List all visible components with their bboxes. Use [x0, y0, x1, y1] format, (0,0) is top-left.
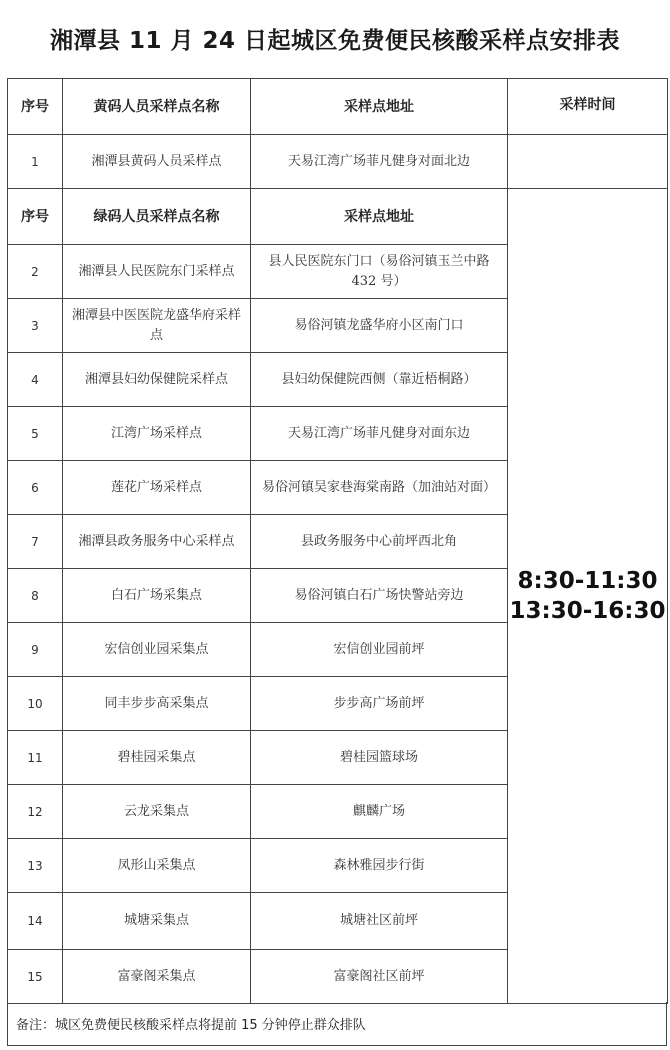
- row-site-name: 碧桂园采集点: [63, 731, 251, 785]
- row-site-name: 白石广场采集点: [63, 569, 251, 623]
- row-address: 县人民医院东门口（易俗河镇玉兰中路 432 号）: [251, 245, 508, 299]
- row-no: 5: [8, 407, 63, 461]
- row-no: 1: [8, 135, 63, 189]
- row-no: 10: [8, 677, 63, 731]
- row-no: 4: [8, 353, 63, 407]
- row-no: 9: [8, 623, 63, 677]
- sampling-time-cell: [508, 189, 668, 1004]
- row-no: 15: [8, 950, 63, 1004]
- row-site-name: 湘潭县人民医院东门采样点: [63, 245, 251, 299]
- header-green-site-name: 绿码人员采样点名称: [63, 189, 251, 245]
- page-title: 湘潭县 11 月 24 日起城区免费便民核酸采样点安排表: [49, 28, 621, 54]
- header-sampling-time: 采样时间: [508, 79, 668, 135]
- row-site-name: 云龙采集点: [63, 785, 251, 839]
- row-address: 城塘社区前坪: [251, 893, 508, 950]
- row-no: 3: [8, 299, 63, 353]
- row-site-name: 湘潭县政务服务中心采样点: [63, 515, 251, 569]
- row-address: 步步高广场前坪: [251, 677, 508, 731]
- row-no: 11: [8, 731, 63, 785]
- row-address: 宏信创业园前坪: [251, 623, 508, 677]
- row-address: 天易江湾广场菲凡健身对面东边: [251, 407, 508, 461]
- row-address: 森林雅园步行街: [251, 839, 508, 893]
- row-address: 天易江湾广场菲凡健身对面北边: [251, 135, 508, 189]
- row-site-name: 湘潭县妇幼保健院采样点: [63, 353, 251, 407]
- row-address: 麒麟广场: [251, 785, 508, 839]
- sampling-time-morning: 8:30-11:30: [517, 568, 658, 594]
- header-address: 采样点地址: [251, 189, 508, 245]
- row-address: 县政务服务中心前坪西北角: [251, 515, 508, 569]
- header-address: 采样点地址: [251, 79, 508, 135]
- footnote: 备注：城区免费便民核酸采样点将提前 15 分钟停止群众排队: [7, 1002, 667, 1046]
- sampling-time-afternoon: 13:30-16:30: [509, 598, 666, 624]
- sampling-schedule-table: [7, 78, 668, 1004]
- row-address: 易俗河镇吴家巷海棠南路（加油站对面）: [251, 461, 508, 515]
- row-no: 6: [8, 461, 63, 515]
- header-yellow-site-name: 黄码人员采样点名称: [63, 79, 251, 135]
- row-site-name: 江湾广场采样点: [63, 407, 251, 461]
- row-address: 易俗河镇白石广场快警站旁边: [251, 569, 508, 623]
- row-no: 14: [8, 893, 63, 950]
- table-row: [8, 135, 668, 189]
- row-address: 县妇幼保健院西侧（靠近梧桐路）: [251, 353, 508, 407]
- row-address: 富豪阁社区前坪: [251, 950, 508, 1004]
- header-no: 序号: [8, 189, 63, 245]
- time-cell-blank: [508, 135, 668, 189]
- row-site-name: 富豪阁采集点: [63, 950, 251, 1004]
- header-no: 序号: [8, 79, 63, 135]
- row-site-name: 湘潭县黄码人员采样点: [63, 135, 251, 189]
- row-no: 2: [8, 245, 63, 299]
- row-address: 碧桂园篮球场: [251, 731, 508, 785]
- row-site-name: 宏信创业园采集点: [63, 623, 251, 677]
- row-site-name: 同丰步步高采集点: [63, 677, 251, 731]
- yellow-header-row: [8, 79, 668, 135]
- row-no: 12: [8, 785, 63, 839]
- row-site-name: 莲花广场采样点: [63, 461, 251, 515]
- row-no: 8: [8, 569, 63, 623]
- row-no: 7: [8, 515, 63, 569]
- green-header-row: [8, 189, 668, 245]
- row-site-name: 城塘采集点: [63, 893, 251, 950]
- row-address: 易俗河镇龙盛华府小区南门口: [251, 299, 508, 353]
- row-site-name: 凤形山采集点: [63, 839, 251, 893]
- row-site-name: 湘潭县中医医院龙盛华府采样点: [63, 299, 251, 353]
- row-no: 13: [8, 839, 63, 893]
